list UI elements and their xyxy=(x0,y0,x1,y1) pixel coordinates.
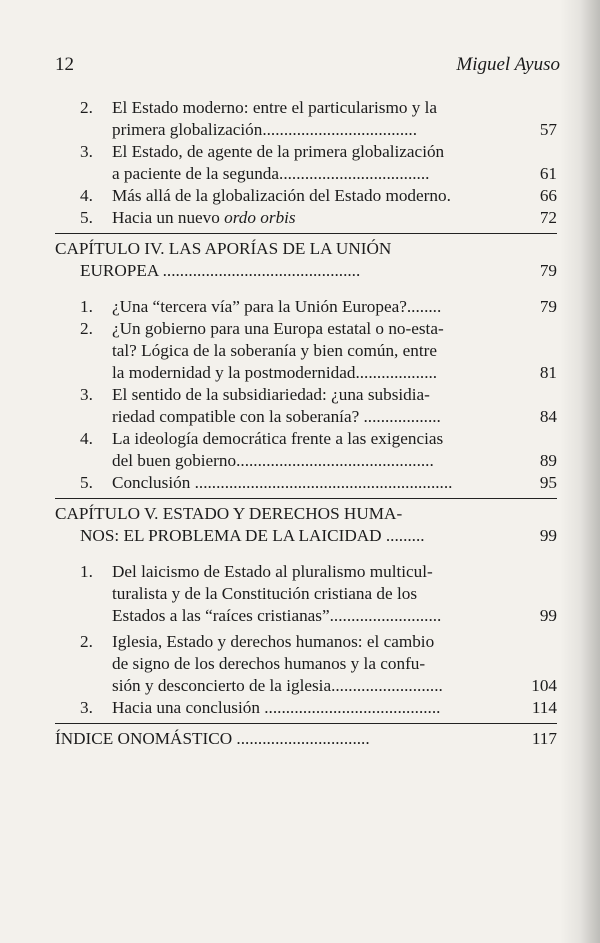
page-edge-shadow xyxy=(560,0,600,943)
toc-entry xyxy=(55,185,557,207)
entry-number: 3. xyxy=(80,142,93,161)
leader-dots: .............................................. xyxy=(158,261,361,280)
entry-page: 66 xyxy=(539,186,557,205)
toc-entry: 4. La ideología democrática frente a las exigencias del buen gobierno.............................................. 89 xyxy=(80,429,557,470)
running-head: Miguel Ayuso xyxy=(456,54,560,75)
entry-title: El Estado, de agente de la primera globalización a paciente de la segunda................................... xyxy=(112,142,445,183)
toc-entry xyxy=(55,207,557,229)
page-number: 12 xyxy=(55,54,74,75)
entry-number: 2. xyxy=(80,98,93,117)
table-of-contents xyxy=(55,97,557,750)
entry-number: 5. xyxy=(80,208,93,227)
entry-title: Más allá de la globalización del Estado moderno. xyxy=(112,186,451,205)
toc-entry xyxy=(55,97,557,141)
entry-number: 4. xyxy=(80,186,93,205)
toc-entry: 3. Hacia una conclusión ......................................... 114 xyxy=(80,698,557,717)
toc-entry: 5. Conclusión ............................................................ 95 xyxy=(80,473,557,492)
page-header xyxy=(55,54,560,80)
toc-entry: 2. Iglesia, Estado y derechos humanos: el cambio de signo de los derechos humanos y la confu- sión y desconcierto de la iglesia.......................... 104 xyxy=(80,632,557,695)
entry-title: Hacia un nuevo ordo orbis xyxy=(112,208,296,227)
leader-dots: .................................... xyxy=(262,120,418,139)
index-heading: ÍNDICE ONOMÁSTICO ............................... 117 xyxy=(55,729,557,748)
toc-entry: 3. El sentido de la subsidiariedad: ¿una subsidia- riedad compatible con la soberanía? .................. 84 xyxy=(80,385,557,426)
toc-entry xyxy=(55,141,557,185)
chapter-heading: CAPÍTULO V. ESTADO Y DERECHOS HUMA- NOS: EL PROBLEMA DE LA LAICIDAD ......... 99 xyxy=(55,504,557,545)
toc-entry: 1. Del laicismo de Estado al pluralismo multicul- turalista y de la Constitución cristiana de los Estados a las “raíces cristianas”.......................... 99 xyxy=(80,562,557,625)
toc-entry: 1. ¿Una “tercera vía” para la Unión Europea?........ 79 xyxy=(80,297,557,316)
entry-page: 57 xyxy=(539,120,557,139)
leader-dots: ................................... xyxy=(279,164,430,183)
chapter-heading: CAPÍTULO IV. LAS APORÍAS DE LA UNIÓN EUROPEA .............................................. 79 xyxy=(55,239,557,280)
entry-page: 79 xyxy=(539,261,557,280)
toc-entry: 2. ¿Un gobierno para una Europa estatal o no-esta- tal? Lógica de la soberanía y bien común, entre la modernidad y la postmodernidad................... 81 xyxy=(80,319,557,382)
entry-page: 61 xyxy=(539,164,557,183)
entry-page: 72 xyxy=(539,208,557,227)
entry-title: El Estado moderno: entre el particularismo y la primera globalización.................................... xyxy=(112,98,438,139)
